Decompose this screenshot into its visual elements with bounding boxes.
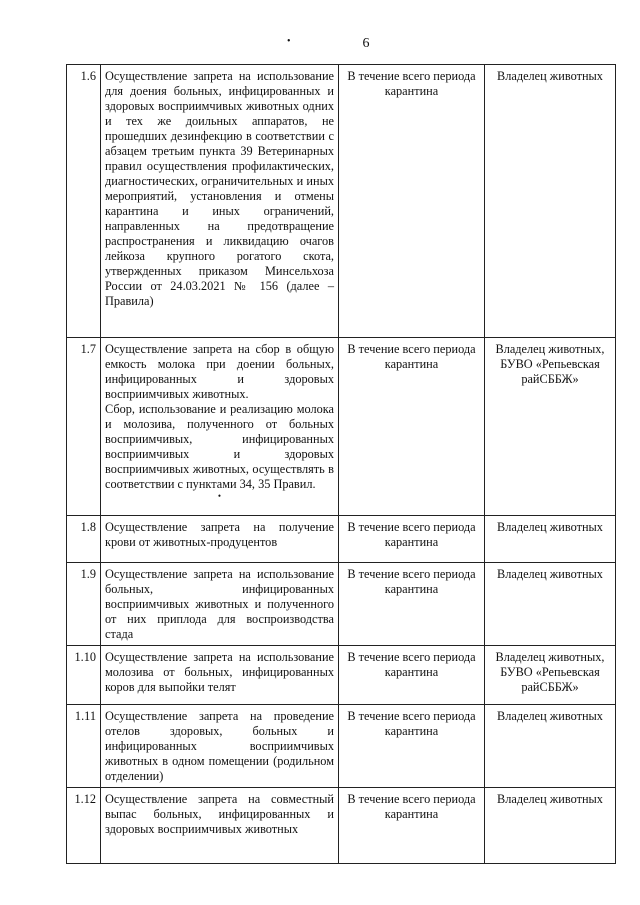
measure-responsible: Владелец животных, БУВО «Репьевская райСББЖ» <box>485 646 616 705</box>
measure-responsible: Владелец животных <box>485 563 616 646</box>
measure-text: Осуществление запрета на совместный выпас больных, инфицированных и здоровых восприимчивых животных <box>101 788 339 864</box>
row-number: 1.11 <box>67 705 101 788</box>
table-row <box>67 788 616 864</box>
row-number: 1.9 <box>67 563 101 646</box>
scan-dot-mark: • <box>287 36 291 47</box>
measure-text: Осуществление запрета на проведение отелов здоровых, больных и инфицированных восприимчивых животных в одном помещении (родильном отделении) <box>101 705 339 788</box>
measure-responsible: Владелец животных <box>485 516 616 563</box>
measure-text: Осуществление запрета на использование молозива от больных, инфицированных коров для выпойки телят <box>101 646 339 705</box>
row-number: 1.6 <box>67 65 101 338</box>
table-row <box>67 563 616 646</box>
measure-responsible: Владелец животных <box>485 788 616 864</box>
table-row <box>67 65 616 338</box>
row-number: 1.12 <box>67 788 101 864</box>
measure-term: В течение всего периода карантина <box>339 516 485 563</box>
measure-responsible: Владелец животных <box>485 65 616 338</box>
row-number: 1.8 <box>67 516 101 563</box>
measure-text: Осуществление запрета на использование для доения больных, инфицированных и здоровых восприимчивых животных одних и тех же доильных аппаратов, не прошедших дезинфекцию в соответствии с абзацем третьим пункта 39 Ветеринарных правил осуществления профилактических, диагностических, ограничительных и иных мероприятий, установления и отмены карантина и иных ограничений, направленных на предотвращение распространения и ликвидацию очагов лейкоза крупного рогатого скота, утвержденных приказом Минсельхоза России от 24.03.2021 № 156 (далее – Правила) <box>101 65 339 338</box>
measure-term: В течение всего периода карантина <box>339 65 485 338</box>
measure-text: Осуществление запрета на получение крови от животных-продуцентов <box>101 516 339 563</box>
measure-text-extra: Сбор, использование и реализацию молока и молозива, полученного от больных восприимчивых, инфицированных восприимчивых и здоровых восприимчивых животных, осуществлять в соответствии с пунктами 34, 35 Правил. <box>105 402 334 491</box>
table-row <box>67 705 616 788</box>
row-number: 1.10 <box>67 646 101 705</box>
measure-term: В течение всего периода карантина <box>339 338 485 516</box>
measures-table <box>66 64 616 864</box>
measure-term: В течение всего периода карантина <box>339 646 485 705</box>
scan-dot-mark: • <box>217 491 222 501</box>
measure-term: В течение всего периода карантина <box>339 705 485 788</box>
table-row <box>67 338 616 516</box>
measure-responsible: Владелец животных <box>485 705 616 788</box>
page-number: 6 <box>362 36 370 51</box>
row-number: 1.7 <box>67 338 101 516</box>
table-row <box>67 516 616 563</box>
measure-term: В течение всего периода карантина <box>339 788 485 864</box>
measure-text: Осуществление запрета на использование больных, инфицированных восприимчивых животных и полученного от них приплода для воспроизводства стада <box>101 563 339 646</box>
measure-text-main: Осуществление запрета на сбор в общую емкость молока при доении больных, инфицированных и здоровых восприимчивых животных. <box>105 342 334 401</box>
measure-term: В течение всего периода карантина <box>339 563 485 646</box>
measure-responsible: Владелец животных, БУВО «Репьевская райСББЖ» <box>485 338 616 516</box>
table-row <box>67 646 616 705</box>
measure-text <box>101 338 339 516</box>
